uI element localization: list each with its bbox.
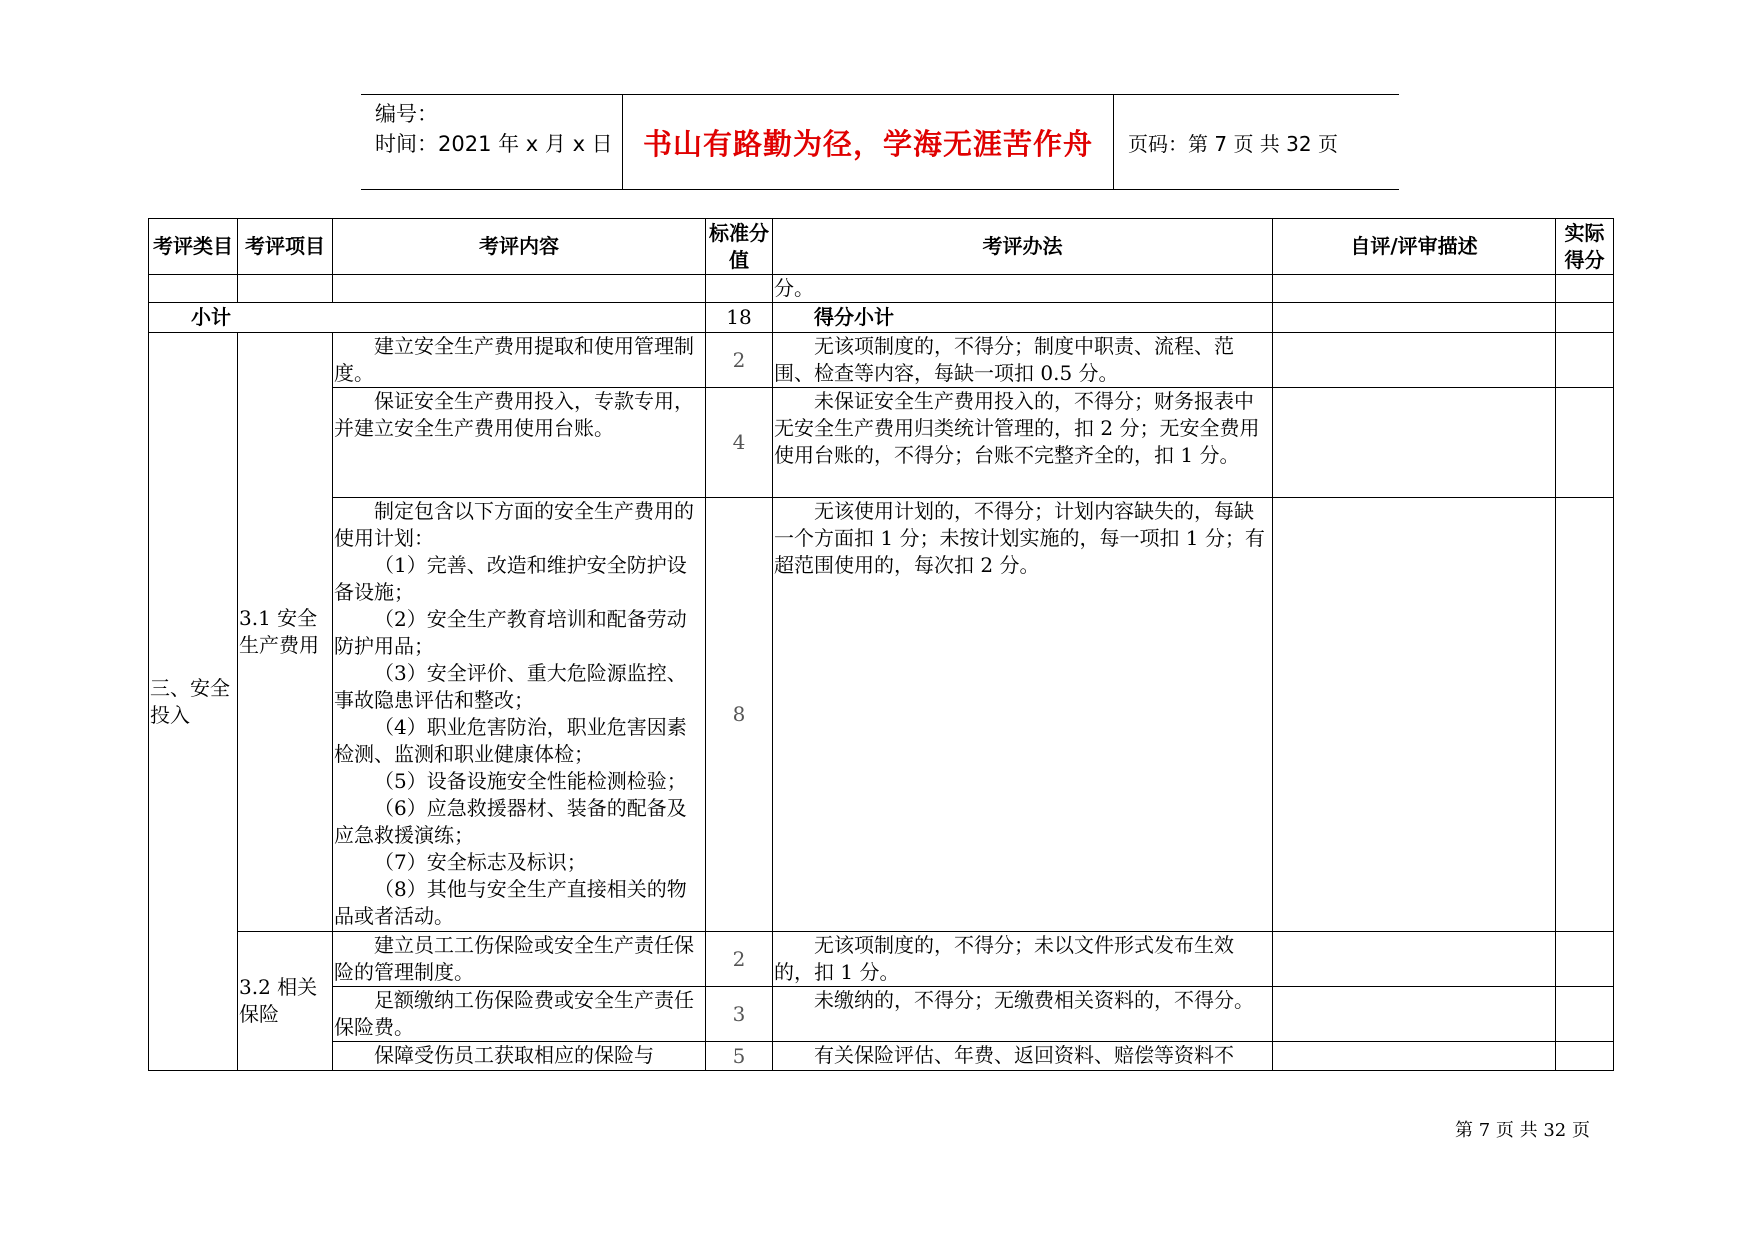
method-cell: 无该使用计划的，不得分；计划内容缺失的，每缺一个方面扣 1 分；未按计划实施的，每一项扣 1 分；有超范围使用的，每次扣 2 分。 xyxy=(773,498,1273,932)
list-item: （3）安全评价、重大危险源监控、事故隐患评估和整改； xyxy=(334,661,687,712)
time-label: 时间：2021 年 x 月 x 日 xyxy=(375,132,613,156)
subtotal-row xyxy=(149,303,1614,333)
header-project: 考评项目 xyxy=(238,219,333,275)
table-row xyxy=(149,1042,1614,1071)
header-actual: 实际得分 xyxy=(1556,219,1614,275)
table-header-row xyxy=(149,219,1614,275)
header-content: 考评内容 xyxy=(333,219,706,275)
list-item: （8）其他与安全生产直接相关的物品或者活动。 xyxy=(334,877,687,928)
list-item: （1）完善、改造和维护安全防护设备设施； xyxy=(334,553,687,604)
content-intro: 制定包含以下方面的安全生产费用的使用计划： xyxy=(334,499,694,550)
content-cell: 建立安全生产费用提取和使用管理制度。 xyxy=(333,333,706,388)
subtotal-method: 得分小计 xyxy=(773,303,1273,333)
carry-over-text: 分。 xyxy=(773,275,1273,303)
score-cell: 3 xyxy=(706,987,773,1042)
content-cell: 建立员工工伤保险或安全生产责任保险的管理制度。 xyxy=(333,932,706,987)
header-page-info: 页码：第 7 页 共 32 页 xyxy=(1128,131,1338,156)
score-cell: 5 xyxy=(706,1042,773,1071)
header-score: 标准分值 xyxy=(706,219,773,275)
score-cell: 8 xyxy=(706,498,773,932)
header-method: 考评办法 xyxy=(773,219,1273,275)
method-cell: 无该项制度的，不得分；未以文件形式发布生效的，扣 1 分。 xyxy=(773,932,1273,987)
list-item: （4）职业危害防治，职业危害因素检测、监测和职业健康体检； xyxy=(334,715,687,766)
score-cell: 2 xyxy=(706,932,773,987)
list-item: （7）安全标志及标识； xyxy=(374,850,587,874)
subtotal-score: 18 xyxy=(706,303,773,333)
method-cell: 未保证安全生产费用投入的，不得分；财务报表中无安全生产费用归类统计管理的，扣 2 分；无安全费用使用台账的，不得分；台账不完整齐全的，扣 1 分。 xyxy=(773,388,1273,498)
header-motto: 书山有路勤为径，学海无涯苦作舟 xyxy=(623,95,1114,189)
method-cell: 有关保险评估、年费、返回资料、赔偿等资料不 xyxy=(773,1042,1273,1071)
content-cell-list xyxy=(333,498,706,932)
subtotal-label: 小计 xyxy=(149,303,706,333)
header-category: 考评类目 xyxy=(149,219,238,275)
project-cell-3-2: 3.2 相关保险 xyxy=(238,932,333,1071)
method-cell: 无该项制度的，不得分；制度中职责、流程、范围、检查等内容，每缺一项扣 0.5 分。 xyxy=(773,333,1273,388)
content-cell: 保证安全生产费用投入，专款专用，并建立安全生产费用使用台账。 xyxy=(333,388,706,498)
header-self-eval: 自评/评审描述 xyxy=(1273,219,1556,275)
list-item: （2）安全生产教育培训和配备劳动防护用品； xyxy=(334,607,687,658)
table-row xyxy=(149,388,1614,498)
list-item: （6）应急救援器材、装备的配备及应急救援演练； xyxy=(334,796,687,847)
list-item: （5）设备设施安全性能检测检验； xyxy=(374,769,687,793)
table-row xyxy=(149,275,1614,303)
header-meta xyxy=(361,95,623,189)
table-row xyxy=(149,333,1614,388)
score-cell: 2 xyxy=(706,333,773,388)
score-cell: 4 xyxy=(706,388,773,498)
content-cell: 保障受伤员工获取相应的保险与 xyxy=(333,1042,706,1071)
content-cell: 足额缴纳工伤保险费或安全生产责任保险费。 xyxy=(333,987,706,1042)
project-cell-3-1: 3.1 安全生产费用 xyxy=(238,333,333,932)
table-row xyxy=(149,932,1614,987)
page-header xyxy=(361,94,1399,190)
method-cell: 未缴纳的，不得分；无缴费相关资料的，不得分。 xyxy=(773,987,1273,1042)
page-footer: 第 7 页 共 32 页 xyxy=(1455,1120,1590,1141)
category-cell: 三、安全投入 xyxy=(149,333,238,1071)
table-row xyxy=(149,498,1614,932)
evaluation-table xyxy=(148,218,1614,1071)
table-row xyxy=(149,987,1614,1042)
number-label: 编号： xyxy=(375,102,438,126)
